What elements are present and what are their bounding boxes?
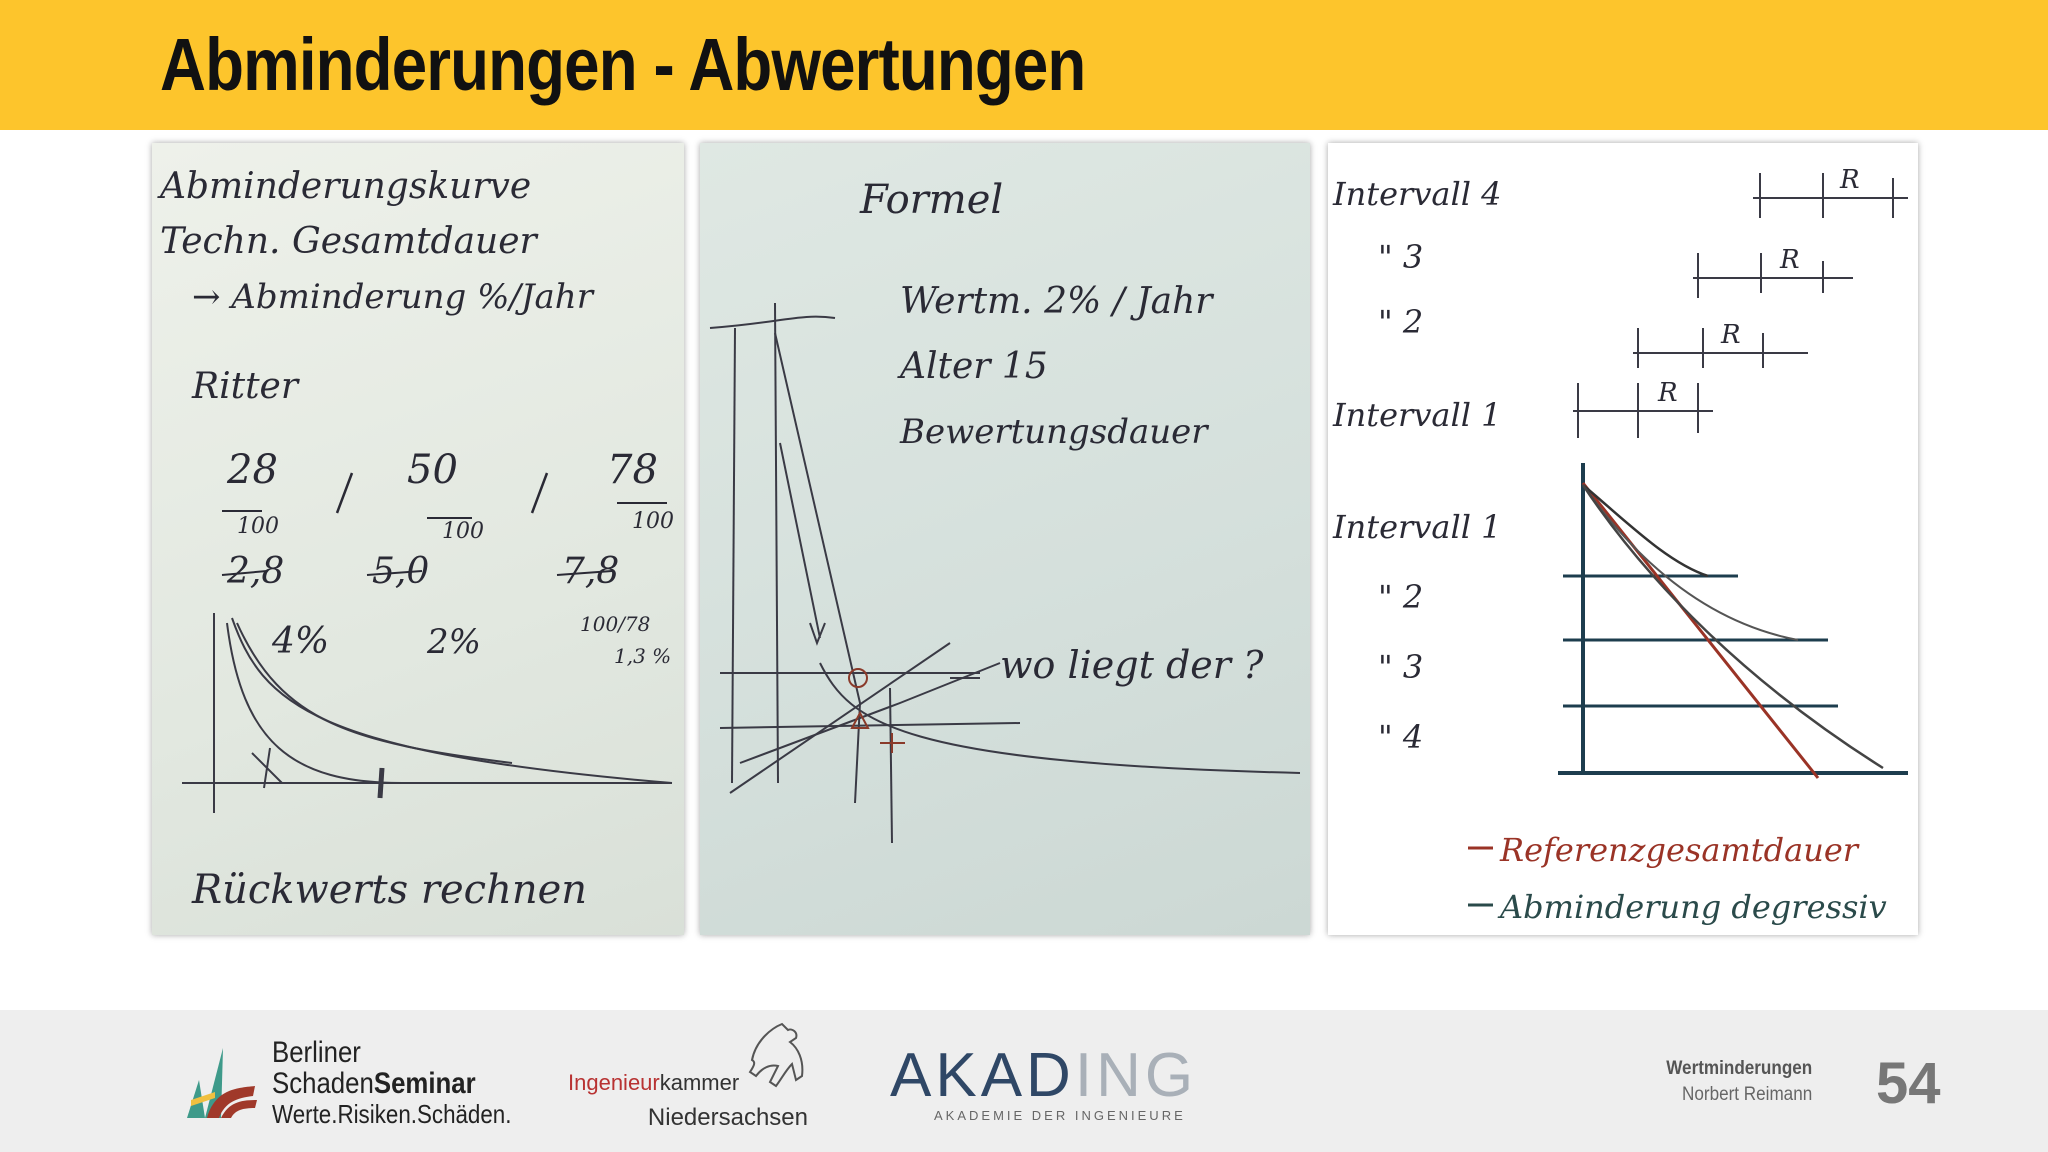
- right-marker-1: R: [1658, 378, 1678, 408]
- left-denominator-2: 100: [442, 519, 484, 544]
- right-lower-label-2: " 2: [1378, 578, 1424, 616]
- right-legend-dark: Abminderung degressiv: [1500, 888, 1887, 926]
- middle-line-2: Alter 15: [900, 346, 1048, 387]
- left-heading-3: → Abminderung %/Jahr: [192, 277, 593, 317]
- left-denominator-3: 100: [632, 509, 674, 534]
- left-percent-2: 2%: [427, 622, 481, 662]
- slide-title: Abminderungen - Abwertungen: [160, 23, 1086, 106]
- sketch-middle-drawing: [700, 143, 1310, 935]
- left-denominator-1: 100: [237, 514, 279, 539]
- left-heading-2: Techn. Gesamtdauer: [160, 221, 537, 262]
- middle-heading: Formel: [860, 177, 1004, 223]
- bss-line3: Werte.Risiken.Schäden.: [272, 1099, 512, 1129]
- right-marker-3: R: [1780, 245, 1800, 275]
- right-interval-label-1: Intervall 1: [1333, 396, 1502, 434]
- left-fraction-2: 50: [407, 447, 458, 493]
- right-interval-label-4: Intervall 4: [1333, 175, 1502, 213]
- sketch-abminderungskurve: [152, 143, 684, 935]
- right-interval-label-3: " 3: [1378, 238, 1424, 276]
- bss-wordmark: [272, 1038, 550, 1127]
- right-marker-2: R: [1721, 320, 1741, 350]
- right-interval-label-2: " 2: [1378, 303, 1424, 341]
- ik-wordmark: [568, 1070, 808, 1132]
- bss-logo-icon: [185, 1040, 265, 1120]
- left-value-2: 5,0: [372, 551, 430, 592]
- page-number: 54: [1876, 1051, 1941, 1116]
- akading-wordmark: AKADING: [890, 1041, 1198, 1110]
- left-value-1: 2,8: [227, 551, 285, 592]
- akading-logo: [890, 1040, 1198, 1123]
- talk-title: Wertminderungen: [1666, 1058, 1812, 1079]
- left-fraction-1: 28: [227, 447, 278, 493]
- akading-subtitle: AKADEMIE DER INGENIEURE: [934, 1108, 1186, 1123]
- talk-info: [1650, 1058, 1812, 1106]
- left-percent-1: 4%: [272, 621, 330, 662]
- right-lower-label-4: " 4: [1378, 718, 1424, 756]
- sketch-left-drawing: [152, 143, 684, 935]
- left-label-ritter: Ritter: [192, 366, 299, 407]
- right-marker-4: R: [1840, 165, 1860, 195]
- right-lower-label-3: " 3: [1378, 648, 1424, 686]
- left-fraction-3: 78: [607, 447, 658, 493]
- middle-question: wo liegt der ?: [1000, 643, 1264, 687]
- right-legend-red: Referenzgesamtdauer: [1500, 831, 1859, 869]
- left-percent-3: 100/78: [580, 612, 651, 636]
- sketch-formel: [700, 143, 1310, 935]
- bss-line2: SchadenSeminar: [272, 1067, 476, 1100]
- left-percent-4: 1,3 %: [614, 644, 672, 668]
- right-lower-label-1: Intervall 1: [1333, 508, 1502, 546]
- bss-line1: Berliner: [272, 1036, 361, 1069]
- ik-line2: Niedersachsen: [647, 1104, 808, 1131]
- sketch-right-drawing: [1328, 143, 1918, 935]
- middle-line-1: Wertm. 2% / Jahr: [900, 281, 1213, 322]
- right-interval-bars: [1573, 173, 1908, 438]
- sketch-intervalle: [1328, 143, 1918, 935]
- left-heading-1: Abminderungskurve: [160, 166, 532, 207]
- ik-line1: Ingenieurkammer: [568, 1070, 740, 1095]
- left-footer-note: Rückwerts rechnen: [192, 867, 588, 913]
- left-value-3: 7,8: [562, 551, 620, 592]
- middle-line-3: Bewertungsdauer: [900, 412, 1208, 452]
- right-degression-chart: [1558, 463, 1908, 778]
- talk-author: Norbert Reimann: [1681, 1084, 1812, 1105]
